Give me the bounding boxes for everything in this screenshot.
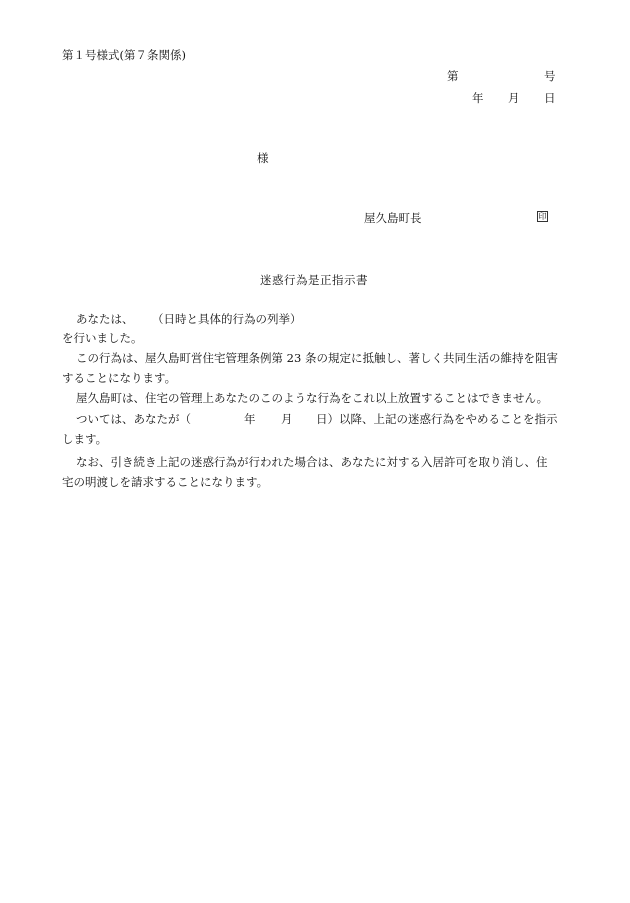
form-label: 第１号様式(第７条関係) — [62, 48, 186, 62]
body-p4-month: 月 — [281, 412, 293, 426]
body-p3-line1: 屋久島町は、住宅の管理上あなたのこのような行為をこれ以上放置することはできません。 — [76, 391, 549, 405]
addressee-honorific: 様 — [257, 151, 269, 165]
date-month-label: 月 — [508, 91, 520, 105]
seal-stamp: 印 — [538, 212, 547, 221]
date-day-label: 日 — [544, 91, 556, 105]
body-p1-line2: を行いました。 — [62, 331, 143, 345]
body-p5-line1: なお、引き続き上記の迷惑行為が行われた場合は、あなたに対する入居許可を取り消し、住 — [76, 455, 548, 469]
body-p4-year: 年 — [244, 412, 256, 426]
body-p1-placeholder: （日時と具体的行為の列挙） — [152, 312, 302, 326]
body-p4-line2: します。 — [62, 432, 108, 446]
sender-name: 屋久島町長 — [364, 211, 422, 225]
doc-number-prefix: 第 — [447, 69, 459, 83]
body-p1-lead: あなたは、 — [76, 312, 134, 326]
date-year-label: 年 — [472, 91, 484, 105]
body-p4-lead: ついては、あなたが（ — [76, 412, 191, 426]
document-title: 迷惑行為是正指示書 — [260, 273, 368, 287]
body-p5-line2: 宅の明渡しを請求することになります。 — [62, 475, 269, 489]
body-p2-line1: この行為は、屋久島町営住宅管理条例第 23 条の規定に抵触し、著しく共同生活の維持を阻害 — [76, 351, 558, 365]
body-p4-rest: 日）以降、上記の迷惑行為をやめることを指示 — [316, 412, 558, 426]
doc-number-suffix: 号 — [544, 69, 556, 83]
body-p2-line2: することになります。 — [62, 371, 177, 385]
